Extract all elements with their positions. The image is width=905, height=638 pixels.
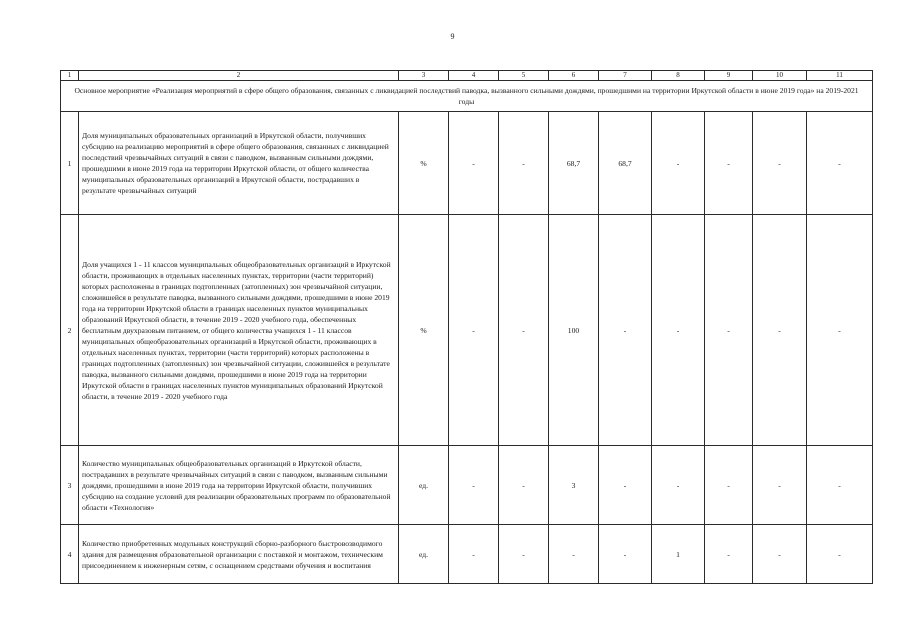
row-index: 1	[61, 112, 79, 215]
section-title: Основное мероприятие «Реализация мероприятий в сфере общего образования, связанных с ликвидацией последствий паводка, вызванного сильными дождями, прошедшими на территории Иркутской области в июне 2019 года» на 2019-2021 годы	[61, 81, 873, 112]
row-unit: ед.	[399, 525, 449, 584]
row-value: -	[449, 215, 499, 446]
row-description: Количество приобретенных модульных конструкций сборно-разборного быстровозводимого здания для размещения образовательной организации с поставкой и монтажом, техническим присоединением к инженерным сетям, с оснащением средствами обучения и воспитания	[79, 525, 399, 584]
column-number-row	[61, 71, 873, 81]
row-description: Количество муниципальных общеобразовательных организаций в Иркутской области, пострадавших в результате чрезвычайных ситуаций в связи с паводком, вызванным сильными дождями, прошедшими в июне 2019 года на территории Иркутской области, получивших субсидию на создание условий для реализации образовательных программ по образовательной области «Технология»	[79, 446, 399, 525]
column-number: 7	[599, 71, 652, 81]
row-value: -	[449, 112, 499, 215]
row-unit: ед.	[399, 446, 449, 525]
row-value: 1	[652, 525, 705, 584]
row-value: -	[705, 525, 753, 584]
row-value: -	[599, 446, 652, 525]
column-number: 3	[399, 71, 449, 81]
row-value: -	[705, 112, 753, 215]
column-number: 4	[449, 71, 499, 81]
column-number: 10	[753, 71, 807, 81]
row-value: -	[449, 446, 499, 525]
row-value: -	[705, 446, 753, 525]
row-unit: %	[399, 112, 449, 215]
row-value: -	[499, 215, 549, 446]
row-unit: %	[399, 215, 449, 446]
row-value: 100	[549, 215, 599, 446]
row-value: -	[652, 112, 705, 215]
row-value: -	[599, 215, 652, 446]
row-value: -	[499, 112, 549, 215]
section-title-row	[61, 81, 873, 112]
table-row	[61, 215, 873, 446]
row-value: -	[753, 112, 807, 215]
row-value: 68,7	[549, 112, 599, 215]
page-number: 9	[450, 32, 455, 41]
row-value: -	[705, 215, 753, 446]
row-value: -	[652, 215, 705, 446]
column-number: 2	[79, 71, 399, 81]
row-value: -	[807, 525, 873, 584]
table-row	[61, 112, 873, 215]
row-value: -	[449, 525, 499, 584]
row-value: -	[499, 446, 549, 525]
column-number: 11	[807, 71, 873, 81]
row-value: -	[499, 525, 549, 584]
column-number: 6	[549, 71, 599, 81]
row-description: Доля муниципальных образовательных организаций в Иркутской области, получивших субсидию на реализацию мероприятий в сфере общего образования, связанных с ликвидацией последствий чрезвычайных ситуаций в связи с паводком, вызванным сильными дождями, прошедшими в июне 2019 года на территории Иркутской области, от общего количества муниципальных образовательных организаций в Иркутской области, пострадавших в результате чрезвычайных ситуаций	[79, 112, 399, 215]
row-value: 68,7	[599, 112, 652, 215]
row-value: -	[753, 215, 807, 446]
row-value: -	[753, 525, 807, 584]
row-index: 2	[61, 215, 79, 446]
row-value: -	[652, 446, 705, 525]
row-value: -	[807, 112, 873, 215]
row-value: -	[599, 525, 652, 584]
row-value: 3	[549, 446, 599, 525]
column-number: 9	[705, 71, 753, 81]
row-value: -	[807, 446, 873, 525]
column-number: 5	[499, 71, 549, 81]
row-description: Доля учащихся 1 - 11 классов муниципальных общеобразовательных организаций в Иркутской области, проживающих в отдельных населенных пунктах, территории (части территорий) которых расположены в границах подтопленных (затопленных) зон чрезвычайной ситуации, сложившейся в результате паводка, вызванного сильными дождями, прошедшими в июне 2019 года на территории Иркутской области в границах населенных пунктов муниципальных образований Иркутской области, в течение 2019 - 2020 учебного года, обеспеченных бесплатным двухразовым питанием, от общего количества учащихся 1 - 11 классов муниципальных общеобразовательных организаций в Иркутской области, проживающих в отдельных населенных пунктах, территории (части территорий) которых расположены в границах подтопленных (затопленных) зон чрезвычайной ситуации, сложившейся в результате паводка, вызванного сильными дождями, прошедшими в июне 2019 года на территории Иркутской области в границах населенных пунктов муниципальных образований Иркутской области, в течение 2019 - 2020 учебного года	[79, 215, 399, 446]
row-index: 3	[61, 446, 79, 525]
column-number: 8	[652, 71, 705, 81]
table-row	[61, 446, 873, 525]
row-index: 4	[61, 525, 79, 584]
indicators-table	[60, 70, 873, 584]
row-value: -	[753, 446, 807, 525]
column-number: 1	[61, 71, 79, 81]
table-row	[61, 525, 873, 584]
row-value: -	[549, 525, 599, 584]
row-value: -	[807, 215, 873, 446]
